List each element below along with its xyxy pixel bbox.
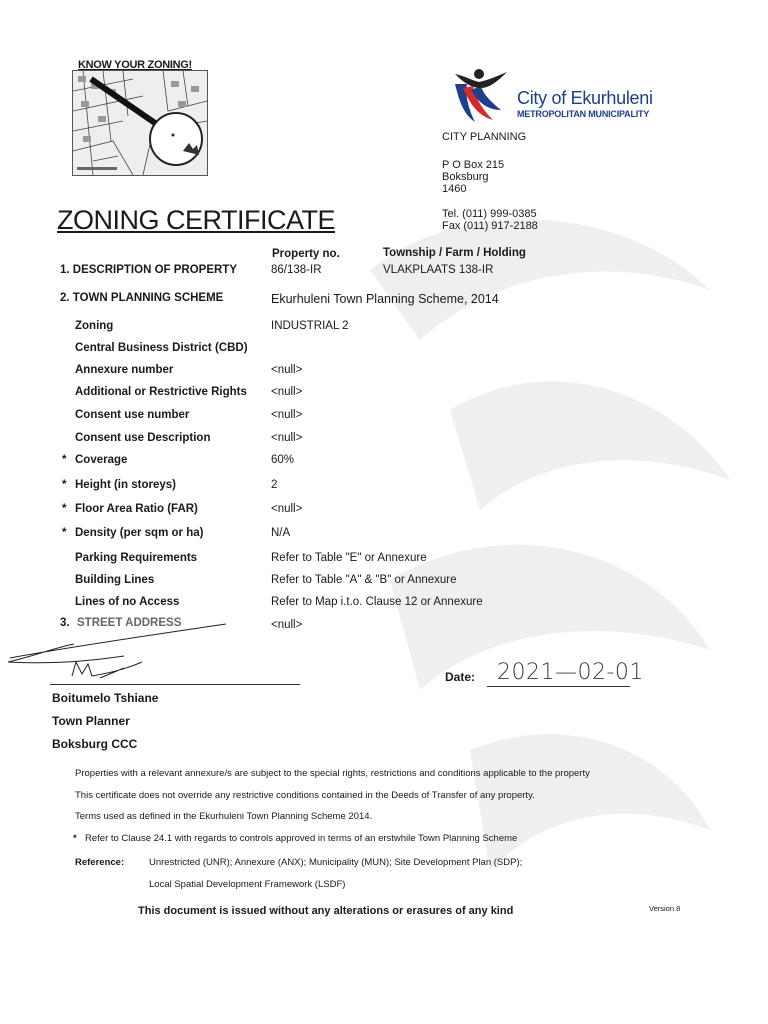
signature-line xyxy=(50,684,300,685)
row-star-density: * xyxy=(62,527,67,539)
row-label-consent-use-description: Consent use Description xyxy=(75,432,211,444)
property-no-header: Property no. xyxy=(272,248,340,260)
row-value-lines-no-access: Refer to Map i.t.o. Clause 12 or Annexure xyxy=(271,596,483,608)
row-value-zoning: INDUSTRIAL 2 xyxy=(271,320,349,332)
row-label-coverage: Coverage xyxy=(75,454,128,466)
property-number: 86/138-IR xyxy=(271,264,322,276)
signatory-name: Boitumelo Tshiane xyxy=(52,691,159,705)
section-3-number: 3. xyxy=(60,617,70,629)
township-value: VLAKPLAATS 138-IR xyxy=(383,264,494,276)
row-label-density: Density (per sqm or ha) xyxy=(75,527,204,539)
section-1-label: 1. DESCRIPTION OF PROPERTY xyxy=(60,264,237,276)
municipality-name: City of Ekurhuleni xyxy=(517,88,653,108)
row-label-height: Height (in storeys) xyxy=(75,479,176,491)
city-of-ekurhuleni-logo xyxy=(449,66,509,124)
address-line-3: 1460 xyxy=(442,183,467,195)
reference-line-2: Local Spatial Development Framework (LSDF) xyxy=(149,879,346,890)
address-line-2: Boksburg xyxy=(442,171,489,183)
row-value-annexure-number: <null> xyxy=(271,364,303,376)
row-label-lines-no-access: Lines of no Access xyxy=(75,596,180,608)
note-annexure: Properties with a relevant annexure/s are subject to the special rights, restrictions and conditions applicable to the property xyxy=(75,768,590,779)
note-star: * xyxy=(73,833,77,844)
row-label-additional-rights: Additional or Restrictive Rights xyxy=(75,386,247,398)
municipality-subtitle: METROPOLITAN MUNICIPALITY xyxy=(517,109,650,119)
row-value-consent-use-description: <null> xyxy=(271,432,303,444)
row-label-zoning: Zoning xyxy=(75,320,114,332)
street-address-value: <null> xyxy=(271,619,303,631)
version-label: Version 8 xyxy=(649,904,681,913)
row-star-coverage: * xyxy=(62,454,67,466)
town-planning-scheme-value: Ekurhuleni Town Planning Scheme, 2014 xyxy=(271,292,499,306)
row-label-cbd: Central Business District (CBD) xyxy=(75,342,248,354)
know-your-zoning-title: KNOW YOUR ZONING! xyxy=(78,59,192,71)
date-line xyxy=(487,686,630,687)
handwritten-signature xyxy=(4,618,240,686)
section-2-label: 2. TOWN PLANNING SCHEME xyxy=(60,292,224,304)
telephone: Tel. (011) 999-0385 xyxy=(442,208,537,220)
zoning-map-magnifier-logo xyxy=(72,70,208,176)
section-3-label: STREET ADDRESS xyxy=(77,617,182,629)
row-value-coverage: 60% xyxy=(271,454,295,466)
row-value-parking: Refer to Table "E" or Annexure xyxy=(271,552,427,564)
date-value: 2021—02-01 xyxy=(497,660,644,685)
date-label: Date: xyxy=(445,670,476,684)
row-label-consent-use-number: Consent use number xyxy=(75,409,190,421)
row-value-additional-rights: <null> xyxy=(271,386,303,398)
row-label-parking: Parking Requirements xyxy=(75,552,198,564)
signatory-title: Town Planner xyxy=(52,714,130,728)
row-star-height: * xyxy=(62,479,67,491)
row-label-annexure-number: Annexure number xyxy=(75,364,174,376)
reference-line-1: Unrestricted (UNR); Annexure (ANX); Municipality (MUN); Site Development Plan (SDP); xyxy=(149,857,523,868)
note-clause: Refer to Clause 24.1 with regards to controls approved in terms of an erstwhile Town Planning Scheme xyxy=(85,833,518,844)
note-deeds: This certificate does not override any restrictive conditions contained in the Deeds of Transfer of any property. xyxy=(75,790,535,801)
row-value-consent-use-number: <null> xyxy=(271,409,303,421)
row-label-far: Floor Area Ratio (FAR) xyxy=(75,503,198,515)
fax: Fax (011) 917-2188 xyxy=(442,220,538,232)
township-header: Township / Farm / Holding xyxy=(383,247,526,259)
signatory-office: Boksburg CCC xyxy=(52,737,138,751)
row-value-building-lines: Refer to Table "A" & "B" or Annexure xyxy=(271,574,457,586)
row-star-far: * xyxy=(62,503,67,515)
address-line-1: P O Box 215 xyxy=(442,159,505,171)
note-terms: Terms used as defined in the Ekurhuleni Town Planning Scheme 2014. xyxy=(75,811,373,822)
reference-label: Reference: xyxy=(75,857,125,868)
row-value-far: <null> xyxy=(271,503,303,515)
row-value-density: N/A xyxy=(271,527,291,539)
footer-statement: This document is issued without any alterations or erasures of any kind xyxy=(138,905,514,917)
certificate-title: ZONING CERTIFICATE xyxy=(57,205,336,235)
row-label-building-lines: Building Lines xyxy=(75,574,155,586)
department-name: CITY PLANNING xyxy=(442,131,527,143)
row-value-height: 2 xyxy=(271,479,278,491)
